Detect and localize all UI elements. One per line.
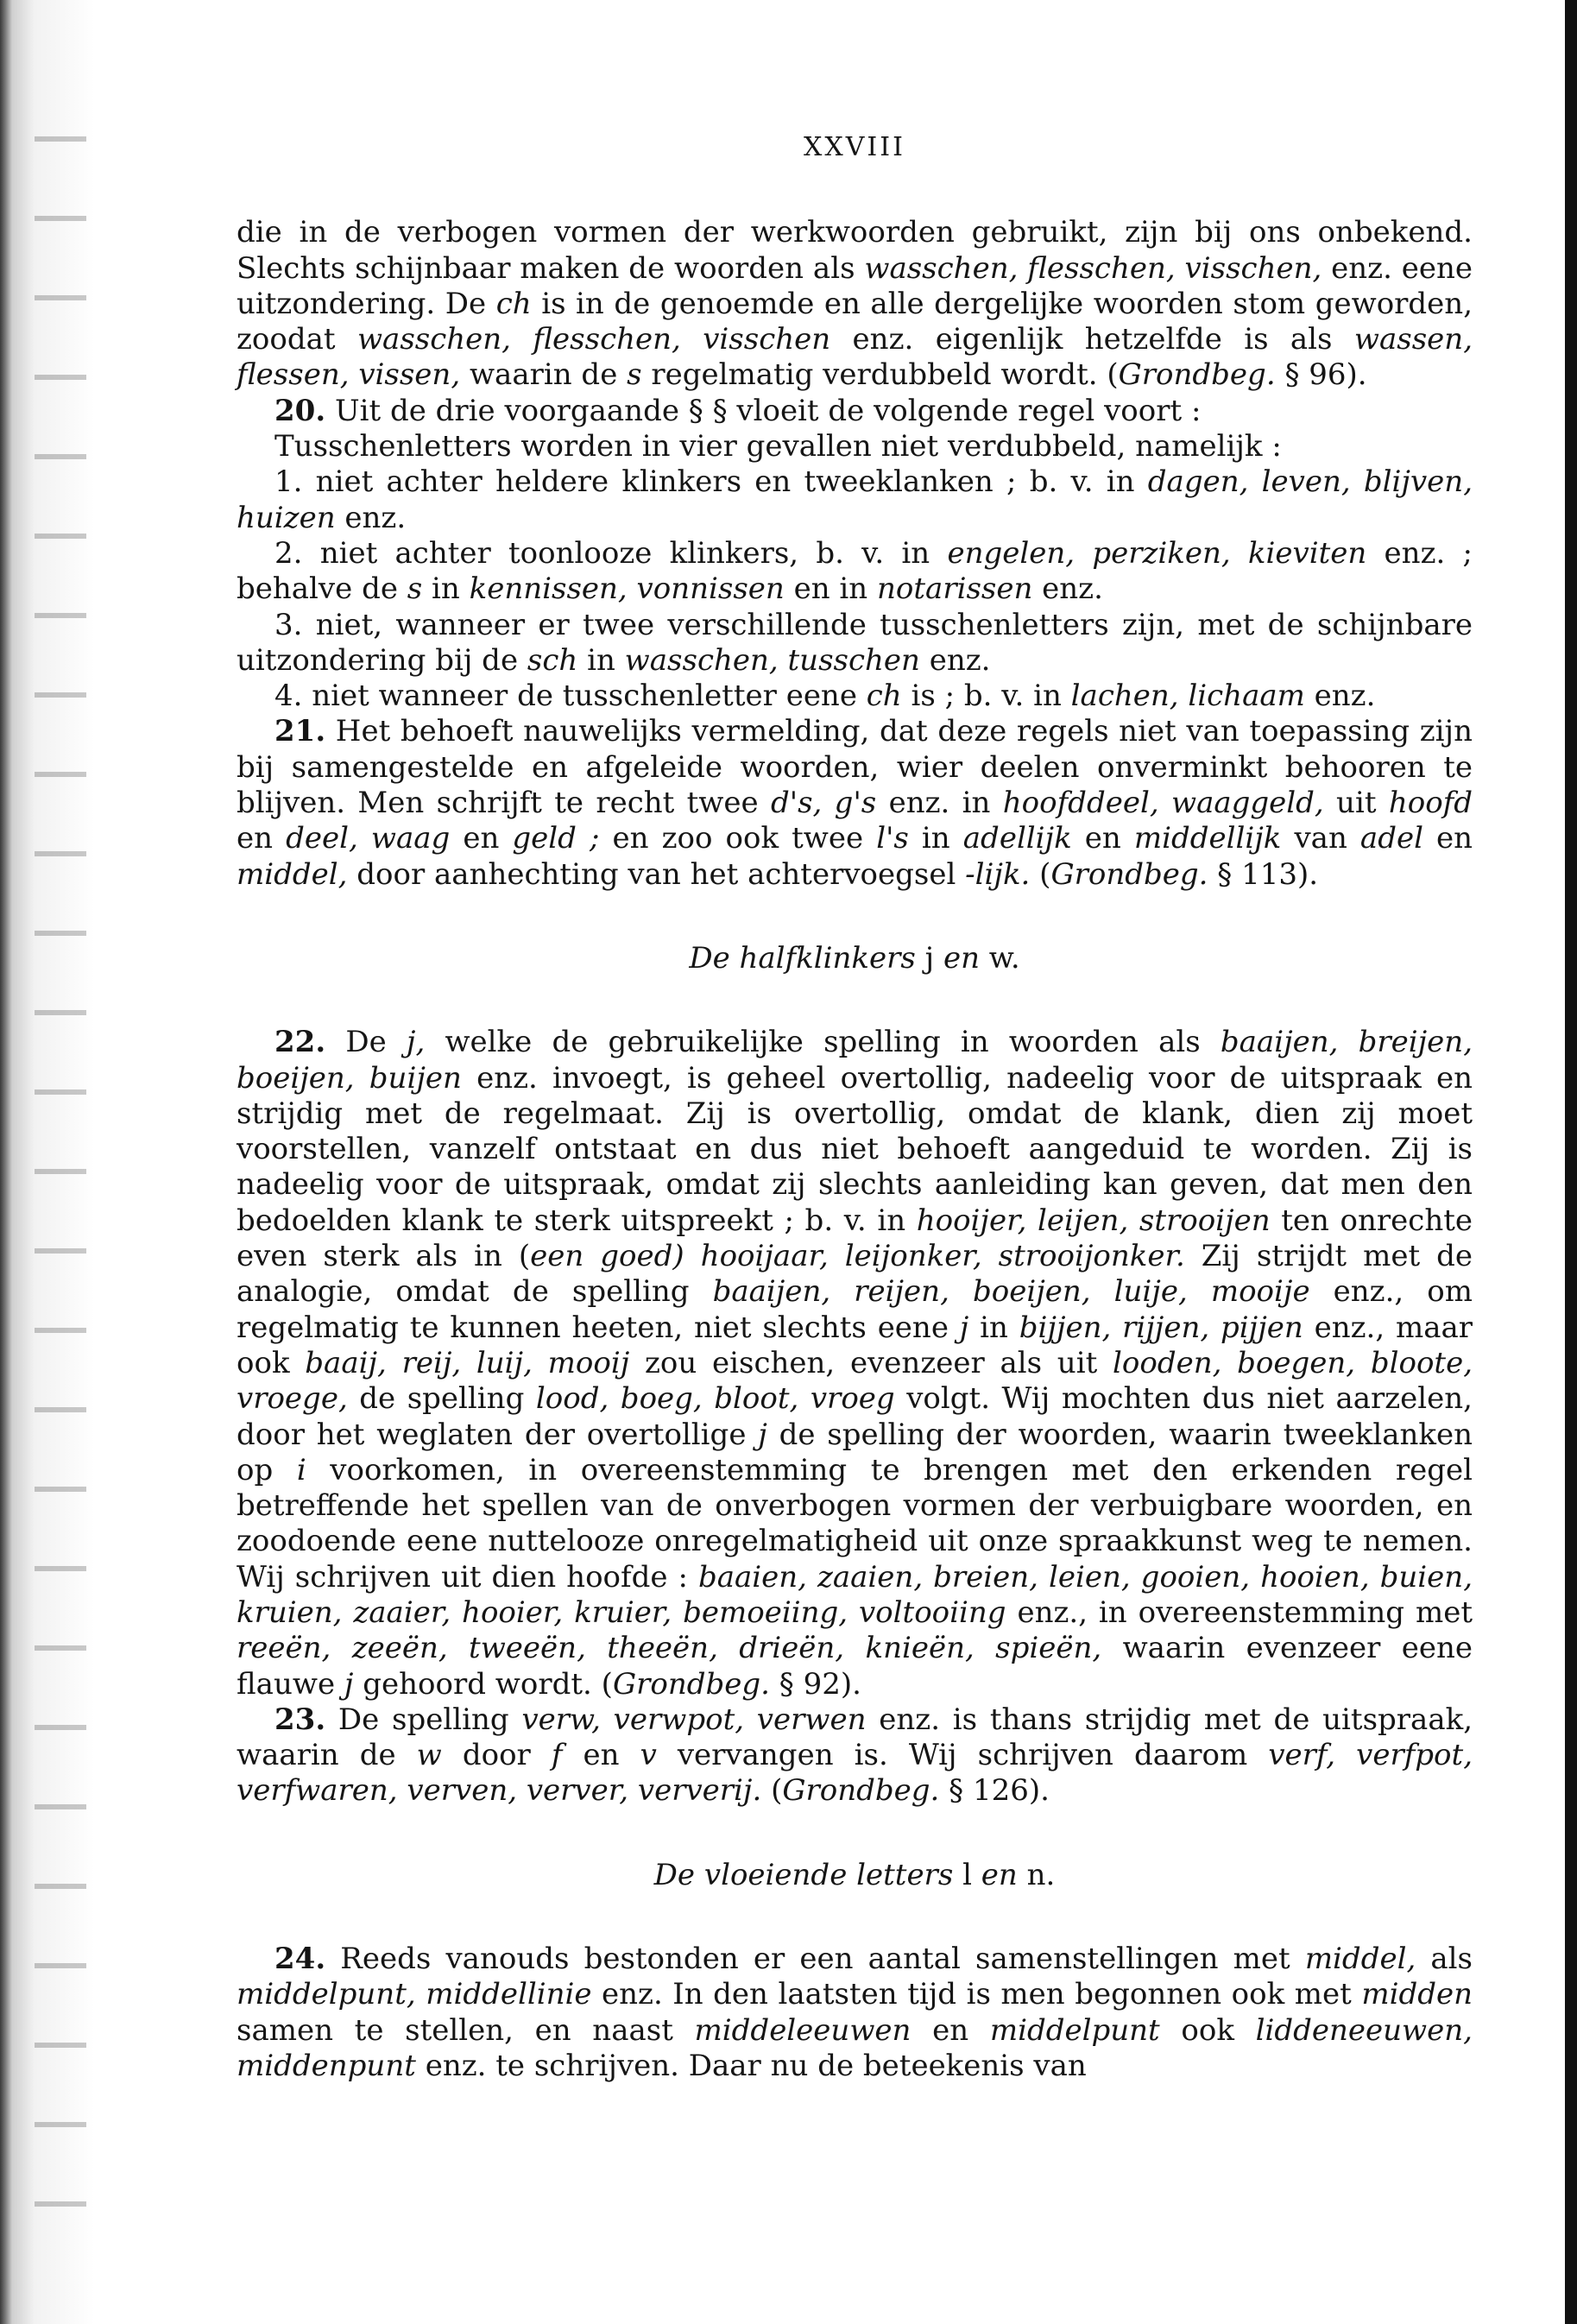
italic-run: reeën, zeeën, tweeën, theeën, drieën, knieën, spieën,	[237, 1631, 1102, 1666]
text-run: enz., maar ook	[237, 1310, 1473, 1380]
text-run: enz.	[1032, 572, 1103, 607]
text-run: als	[1416, 1942, 1473, 1977]
page-number: XXVIII	[804, 132, 905, 162]
italic-run: Grondbeg.	[1118, 357, 1276, 393]
italic-run: f	[551, 1738, 563, 1773]
paragraph-number: 23.	[274, 1702, 326, 1737]
text-run: De	[325, 1025, 407, 1060]
section-heading-vloeiende-letters	[237, 1858, 1473, 1893]
text-run: zou eischen, evenzeer als uit	[629, 1345, 1113, 1380]
text-run: 2. niet achter toonlooze klinkers, b. v. in	[274, 535, 948, 571]
text-run: welke de gebruikelijke spelling in woorden als	[425, 1025, 1221, 1060]
paragraph-number: 24.	[274, 1942, 326, 1977]
text-run: voorkomen, in overeenstemming te brengen met den erkenden regel betreffende het spellen van de onverbogen vormen der verbuigbare woorden, en zoodoende eene nuttelooze onregelmatigheid uit onze spraakkunst weg te nemen. Wij schrijven uit dien hoofde :	[237, 1452, 1473, 1595]
heading-run: en	[934, 940, 989, 976]
italic-run: deel, waag	[286, 821, 451, 856]
text-run: die in de verbogen vormen der werkwoorden gebruikt, zijn bij ons onbekend. Slechts schijnbaar maken de woorden als	[237, 215, 1473, 286]
paragraph-23	[237, 1702, 1473, 1809]
italic-run: ch	[866, 679, 902, 714]
italic-run: d's, g's	[770, 786, 877, 821]
text-run: enz. is thans strijdig met de uitspraak, waarin de	[237, 1702, 1473, 1773]
list-item-4	[237, 679, 1473, 714]
paragraph-20	[237, 394, 1473, 429]
text-run: ten onrechte even sterk als in (	[237, 1203, 1473, 1274]
text-run: waarin de	[460, 357, 628, 393]
italic-run: verf, verfpot, verfwaren, verven, verver, ververij.	[237, 1738, 1473, 1809]
text-run: (	[761, 1773, 783, 1809]
italic-run: kennissen, vonnissen	[469, 572, 785, 607]
text-run: volgt. Wij mochten dus niet aarzelen, door het weglaten der overtollige	[237, 1381, 1473, 1452]
paragraph-22	[237, 1025, 1473, 1702]
text-run: enz. eigenlijk hetzelfde is als	[830, 322, 1354, 357]
italic-run: lood, boeg, bloot, vroeg	[535, 1381, 895, 1417]
italic-run: hooijer, leijen, strooijen	[916, 1203, 1271, 1238]
list-item-3	[237, 608, 1473, 679]
italic-run: notarissen	[877, 572, 1033, 607]
italic-run: ch	[495, 286, 532, 321]
heading-letter: j	[924, 940, 935, 976]
heading-letter: w.	[988, 940, 1020, 976]
text-run: door aanhechting van het achtervoegsel	[347, 856, 966, 892]
paragraph-19-continuation	[237, 215, 1473, 393]
italic-run: baaijen, reijen, boeijen, luije, mooije	[712, 1274, 1310, 1310]
heading-run: De halfklinkers	[689, 940, 925, 976]
text-run: Zij strijdt met de analogie, omdat de spelling	[237, 1239, 1473, 1310]
italic-run: j	[758, 1417, 767, 1452]
page-body	[237, 129, 1473, 2084]
italic-run: middel,	[237, 856, 348, 892]
text-run: in	[968, 1310, 1019, 1345]
text-run: § 113).	[1208, 856, 1319, 892]
italic-run: baaij, reij, luij, mooij	[305, 1345, 630, 1380]
italic-run: j	[959, 1310, 969, 1345]
text-run: Uit de drie voorgaande § § vloeit de volgende regel voort :	[325, 393, 1202, 428]
text-run: § 92).	[769, 1666, 861, 1702]
text-run: en	[562, 1738, 640, 1773]
text-run: Reeds vanouds bestonden er een aantal samenstellingen met	[325, 1942, 1305, 1977]
italic-run: wasschen, flesschen, visschen	[356, 322, 831, 357]
italic-run: baaijen, breijen, boeijen, buijen	[237, 1025, 1473, 1096]
text-run: van	[1281, 821, 1360, 856]
italic-run: s	[407, 572, 423, 607]
text-run: en	[911, 2012, 990, 2048]
text-run: is ; b. v. in	[901, 679, 1071, 714]
italic-run: middellijk	[1133, 821, 1282, 856]
italic-run: sch	[527, 642, 578, 678]
text-run: enz.	[1304, 679, 1376, 714]
text-run: waarin evenzeer eene flauwe	[237, 1631, 1473, 1702]
heading-run: en	[971, 1857, 1027, 1892]
italic-run: i	[296, 1452, 306, 1487]
text-run: gehoord wordt. (	[353, 1666, 613, 1702]
text-run: De spelling	[325, 1702, 522, 1737]
text-run: samen te stellen, en naast	[237, 2012, 695, 2048]
paragraph-number: 21.	[274, 714, 326, 749]
italic-run: looden, boegen, bloote, vroege,	[237, 1345, 1473, 1417]
paragraph-number: 20.	[274, 393, 326, 428]
italic-run: middelpunt	[989, 2012, 1160, 2048]
text-run: enz., in overeenstemming met	[1006, 1595, 1473, 1630]
text-run: en	[237, 821, 287, 856]
text-run: en in	[784, 572, 878, 607]
text-run: regelmatig verdubbeld wordt. (	[641, 357, 1119, 393]
rule-statement: Tusschenletters worden in vier gevallen niet verdubbeld, namelijk :	[274, 429, 1282, 464]
italic-run: hoofd	[1388, 786, 1473, 821]
text-run: in	[577, 642, 625, 678]
italic-run: s	[627, 357, 642, 393]
italic-run: midden	[1361, 1977, 1473, 2012]
text-run: enz. ; behalve de	[237, 535, 1473, 607]
text-run: enz.	[335, 500, 407, 535]
text-run: enz. invoegt, is geheel overtollig, nadeelig voor de uitspraak en strijdig met de regelmaat. Zij is overtollig, omdat de klank, dien zij moet voorstellen, vanzelf ontstaat en dus niet behoeft aangeduid te worden. Zij is nadeelig voor de uitspraak, omdat zij slechts aanleiding kan geven, dat men den bedoelden klank te sterk uitspreekt ; b. v. in	[237, 1060, 1473, 1238]
text-run: vervangen is. Wij schrijven daarom	[656, 1738, 1269, 1773]
text-run: en	[1071, 821, 1134, 856]
text-run: uit	[1323, 786, 1389, 821]
italic-run: Grondbeg.	[612, 1666, 770, 1702]
italic-run: l's	[876, 821, 909, 856]
italic-run: wasschen, tusschen	[624, 642, 920, 678]
text-run: enz.	[919, 642, 991, 678]
italic-run: middeleeuwen	[694, 2012, 912, 2048]
heading-run: De vloeiende letters	[653, 1857, 963, 1892]
scan-margin-marks	[35, 104, 86, 2262]
text-run: 3. niet, wanneer er twee verschillende tusschenletters zijn, met de schijnbare uitzondering bij de	[237, 607, 1473, 678]
text-run: (	[1030, 856, 1051, 892]
italic-run: lachen, lichaam	[1070, 679, 1305, 714]
text-run: ook	[1159, 2012, 1256, 2048]
text-run: en	[1422, 821, 1473, 856]
text-run: enz., om regelmatig te kunnen heeten, niet slechts eene	[237, 1274, 1473, 1345]
italic-run: middelpunt, middellinie	[237, 1977, 592, 2012]
italic-run: een goed) hooijaar, leijonker, strooijonker.	[530, 1239, 1185, 1274]
text-run: enz. eene uitzondering. De	[237, 250, 1473, 321]
text-run: enz. te schrijven. Daar nu de beteekenis van	[415, 2048, 1087, 2083]
text-run: enz. In den laatsten tijd is men begonnen ook met	[591, 1977, 1362, 2012]
italic-run: j	[344, 1666, 354, 1702]
text-run: is in de genoemde en alle dergelijke woorden stom geworden, zoodat	[237, 286, 1473, 357]
text-run: § 96).	[1275, 357, 1367, 393]
italic-run: wassen, flessen, vissen,	[237, 322, 1473, 393]
text-run: § 126).	[939, 1773, 1050, 1809]
italic-run: hoofddeel, waaggeld,	[1002, 786, 1324, 821]
text-run: Het behoeft nauwelijks vermelding, dat deze regels niet van toepassing zijn bij samengestelde en afgeleide woorden, wier deelen onverminkt behooren te blijven. Men schrijft te recht twee	[237, 714, 1473, 821]
list-item-2	[237, 536, 1473, 608]
paragraph-24	[237, 1942, 1473, 2084]
italic-run: middel,	[1304, 1942, 1416, 1977]
paragraph-number: 22.	[274, 1025, 326, 1060]
text-run: en	[450, 821, 513, 856]
text-run: in	[908, 821, 963, 856]
italic-run: baaien, zaaien, breien, leien, gooien, hooien, buien, kruien, zaaier, hooier, kruier, bemoeiing, voltooiing	[237, 1559, 1473, 1630]
italic-run: adellijk	[962, 821, 1072, 856]
italic-run: adel	[1359, 821, 1423, 856]
italic-run: -lijk.	[965, 856, 1031, 892]
heading-letter: n.	[1026, 1857, 1056, 1892]
heading-letter: l	[962, 1857, 972, 1892]
italic-run: j,	[406, 1025, 426, 1060]
italic-run: Grondbeg.	[1050, 856, 1208, 892]
italic-run: liddeneeuwen, middenpunt	[237, 2012, 1473, 2083]
text-run: en zoo ook twee	[599, 821, 877, 856]
text-run: door	[441, 1738, 552, 1773]
paragraph-21	[237, 714, 1473, 892]
italic-run: dagen, leven, blijven, huizen	[237, 464, 1473, 535]
scan-margin-right	[1565, 0, 1577, 2324]
section-heading-halfklinkers	[237, 941, 1473, 976]
text-run: 4. niet wanneer de tusschenletter eene	[274, 679, 867, 714]
italic-run: bijjen, rijjen, pijjen	[1019, 1310, 1303, 1345]
italic-run: verw, verwpot, verwen	[521, 1702, 867, 1737]
italic-run: Grondbeg.	[782, 1773, 940, 1809]
italic-run: geld ;	[512, 821, 600, 856]
italic-run: w	[416, 1738, 442, 1773]
text-run: enz. in	[876, 786, 1003, 821]
italic-run: engelen, perziken, kieviten	[947, 535, 1367, 571]
italic-run: wasschen, flesschen, visschen,	[864, 250, 1322, 286]
text-run: 1. niet achter heldere klinkers en tweeklanken ; b. v. in	[274, 464, 1148, 500]
italic-run: v	[640, 1738, 657, 1773]
list-item-1	[237, 464, 1473, 536]
text-run: de spelling	[347, 1381, 536, 1417]
text-run: de spelling der woorden, waarin tweeklanken op	[237, 1417, 1473, 1487]
text-run: in	[422, 572, 470, 607]
